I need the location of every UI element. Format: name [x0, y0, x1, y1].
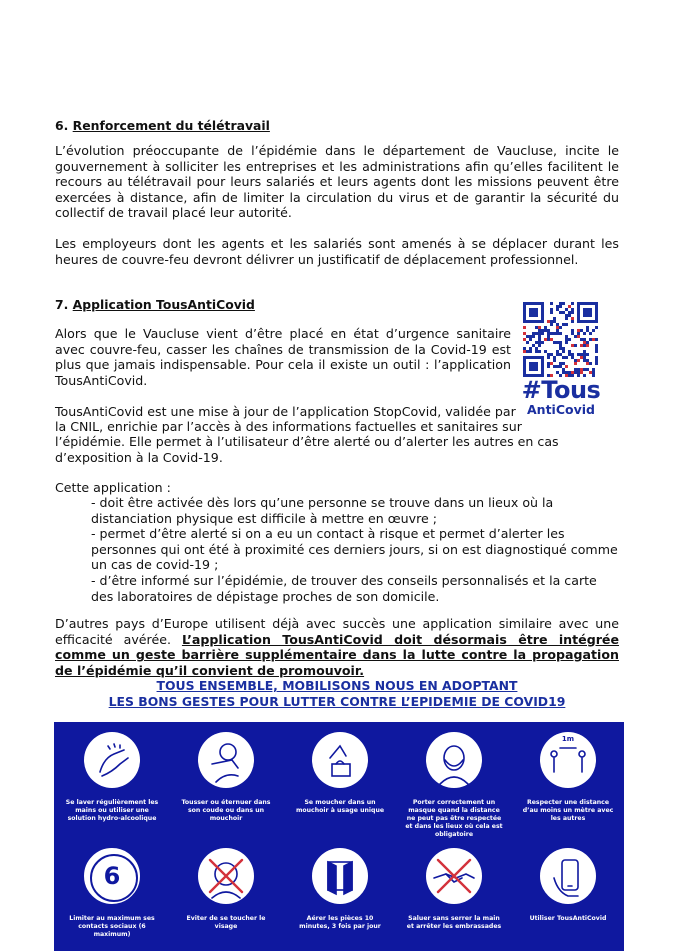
app-bullet-list	[91, 495, 619, 604]
qr-module	[574, 368, 577, 371]
qr-module	[586, 344, 589, 347]
qr-module	[550, 353, 553, 356]
qr-module	[559, 311, 562, 314]
qr-module	[559, 353, 562, 356]
gesture-distance	[513, 732, 623, 823]
gesture-no-handshake	[399, 848, 509, 931]
qr-module	[568, 305, 571, 308]
qr-module	[568, 311, 571, 314]
qr-module	[568, 338, 571, 341]
qr-module	[547, 353, 550, 356]
qr-module	[556, 371, 559, 374]
qr-module	[556, 350, 559, 353]
qr-module	[589, 362, 592, 365]
qr-module	[586, 362, 589, 365]
qr-module	[577, 329, 580, 332]
qr-module	[571, 320, 574, 323]
distance-icon	[540, 732, 596, 788]
gesture-caption: Saluer sans serrer la main et arrêter les embrassades	[406, 915, 502, 930]
app-bullet: - permet d’être alerté si on a eu un contact à risque et permet d’alerter les personnes qui ont été à proximité ces derniers jours, si on est diagnostiqué comme un cas de covid-19 ;	[91, 526, 618, 573]
gesture-hand-wash	[57, 732, 167, 823]
qr-module	[568, 350, 571, 353]
qr-module	[565, 341, 568, 344]
qr-module	[529, 335, 532, 338]
qr-module	[565, 314, 568, 317]
qr-module	[577, 332, 580, 335]
qr-module	[595, 338, 598, 341]
qr-module	[589, 371, 592, 374]
qr-module	[547, 332, 550, 335]
gesture-caption: Respecter une distance d’au moins un mètre avec les autres	[522, 799, 614, 822]
qr-module	[556, 305, 559, 308]
slogan-line-2: LES BONS GESTES POUR LUTTER CONTRE L’EPIDEMIE DE COVID19	[108, 693, 566, 709]
qr-module	[577, 359, 580, 362]
qr-module	[529, 338, 532, 341]
qr-module	[553, 317, 556, 320]
section-6-paragraph-2: Les employeurs dont les agents et les salariés sont amenés à se déplacer durant les heures de couvre-feu devront délivrer un justificatif de déplacement professionnel.	[55, 236, 619, 267]
qr-module	[538, 341, 541, 344]
phone-app-icon	[540, 848, 596, 904]
qr-module	[556, 308, 559, 311]
qr-module	[553, 332, 556, 335]
qr-module	[553, 359, 556, 362]
qr-module	[571, 308, 574, 311]
hand-wash-icon	[84, 732, 140, 788]
qr-module	[592, 368, 595, 371]
qr-module	[535, 347, 538, 350]
qr-module	[526, 335, 529, 338]
qr-module	[526, 341, 529, 344]
qr-module	[589, 338, 592, 341]
contacts-number: 6	[103, 862, 121, 890]
qr-module	[544, 338, 547, 341]
qr-module	[550, 332, 553, 335]
qr-module	[565, 338, 568, 341]
qr-module	[595, 362, 598, 365]
qr-module	[577, 353, 580, 356]
section-7-title: Application TousAntiCovid	[72, 297, 255, 312]
qr-module	[586, 326, 589, 329]
qr-module	[568, 371, 571, 374]
qr-module	[547, 362, 550, 365]
qr-module	[535, 326, 538, 329]
qr-module	[547, 365, 550, 368]
qr-module	[553, 356, 556, 359]
closing-emphasis: L’application TousAntiCovid doit désormais être intégrée comme un geste barrière supplémentaire dans la lutte contre la propagation de l’épidémie qu’il convient de promouvoir.	[55, 631, 620, 678]
qr-module	[547, 338, 550, 341]
qr-module	[586, 353, 589, 356]
qr-module	[571, 356, 574, 359]
qr-module	[574, 362, 577, 365]
qr-module	[592, 371, 595, 374]
qr-module	[544, 326, 547, 329]
qr-module	[562, 368, 565, 371]
section-6-paragraph-1: L’évolution préoccupante de l’épidémie dans le département de Vaucluse, incite le gouvernement à solliciter les entreprises et les administrations afin qu’elles facilitent le recours au télétravail pour leurs salariés et leurs agents dont les missions peuvent être exercées à distance, afin de limiter la circulation du virus et de garantir la sécurité du collectif de travail placé leur autorité.	[55, 143, 619, 221]
barrier-gestures-panel	[54, 722, 624, 951]
qr-module	[562, 371, 565, 374]
gesture-caption: Se laver régulièrement les mains ou utiliser une solution hydro-alcoolique	[65, 799, 159, 822]
qr-module	[562, 350, 565, 353]
gesture-caption: Eviter de se toucher le visage	[186, 915, 266, 930]
section-7-number: 7.	[55, 297, 69, 312]
qr-module	[583, 341, 586, 344]
qr-module	[565, 335, 568, 338]
qr-module	[586, 341, 589, 344]
section-6-heading	[55, 118, 270, 133]
qr-module	[580, 356, 583, 359]
gesture-use-app	[513, 848, 623, 923]
qr-module	[580, 353, 583, 356]
qr-module	[571, 317, 574, 320]
qr-module	[538, 344, 541, 347]
qr-module	[544, 350, 547, 353]
section-7-heading	[55, 297, 255, 312]
qr-module	[550, 320, 553, 323]
qr-module	[583, 344, 586, 347]
qr-module	[538, 329, 541, 332]
qr-module	[532, 332, 535, 335]
qr-module	[526, 350, 529, 353]
qr-module	[571, 329, 574, 332]
section-7-paragraph-2-line-2: la CNIL, enrichie par l’accès à des informations factuelles et sanitaires sur	[55, 419, 522, 434]
section-6-title: Renforcement du télétravail	[72, 118, 270, 133]
qr-module	[562, 362, 565, 365]
qr-module	[595, 356, 598, 359]
app-bullet: - doit être activée dès lors qu’une personne se trouve dans un lieux où la distanciation physique est difficile à mettre en œuvre ;	[91, 495, 554, 526]
qr-module	[562, 347, 565, 350]
qr-module	[565, 308, 568, 311]
qr-module	[556, 326, 559, 329]
qr-module	[595, 359, 598, 362]
qr-module	[556, 353, 559, 356]
qr-module	[592, 338, 595, 341]
qr-module	[532, 344, 535, 347]
qr-module	[565, 371, 568, 374]
qr-module	[550, 338, 553, 341]
qr-module	[559, 344, 562, 347]
logo-line-1: #Tous	[521, 376, 601, 404]
qr-module	[559, 341, 562, 344]
slogan-line-1: TOUS ENSEMBLE, MOBILISONS NOUS EN ADOPTANT	[156, 678, 518, 693]
section-7-paragraph-2-line-1: TousAntiCovid est une mise à jour de l’application StopCovid, validée par	[55, 404, 516, 419]
qr-module	[541, 332, 544, 335]
qr-module	[565, 356, 568, 359]
elbow-cough-icon	[198, 732, 254, 788]
qr-module	[574, 371, 577, 374]
qr-module	[544, 329, 547, 332]
qr-module	[556, 332, 559, 335]
gesture-caption: Aérer les pièces 10 minutes, 3 fois par jour	[299, 915, 381, 930]
gesture-caption: Utiliser TousAntiCovid	[529, 915, 607, 922]
qr-module	[535, 341, 538, 344]
gesture-no-face-touch	[171, 848, 281, 931]
section-7-closing	[55, 616, 619, 678]
no-face-touch-icon	[198, 848, 254, 904]
qr-module	[547, 356, 550, 359]
qr-module	[532, 335, 535, 338]
qr-module	[559, 326, 562, 329]
qr-module	[550, 308, 553, 311]
mask-icon	[426, 732, 482, 788]
gesture-caption: Limiter au maximum ses contacts sociaux (6 maximum)	[69, 915, 155, 938]
qr-module	[565, 365, 568, 368]
qr-module	[538, 326, 541, 329]
qr-module	[538, 350, 541, 353]
qr-module	[571, 344, 574, 347]
qr-module	[556, 329, 559, 332]
qr-module	[586, 359, 589, 362]
qr-module	[559, 347, 562, 350]
section-7-paragraph-2-rest: l’épidémie. Elle permet à l’utilisateur d’être alerté ou d’alerter les autres en cas d’exposition à la Covid-19.	[55, 434, 559, 465]
qr-module	[580, 368, 583, 371]
gesture-caption: Porter correctement un masque quand la distance ne peut pas être respectée et dans les lieux où cela est obligatoire	[405, 799, 503, 838]
qr-module	[553, 365, 556, 368]
qr-module	[550, 362, 553, 365]
qr-module	[523, 338, 526, 341]
qr-module	[562, 356, 565, 359]
qr-module	[559, 332, 562, 335]
qr-module	[580, 344, 583, 347]
qr-module	[538, 332, 541, 335]
qr-module	[580, 329, 583, 332]
qr-module	[559, 362, 562, 365]
qr-module	[568, 314, 571, 317]
six-contacts-icon	[84, 848, 140, 904]
qr-module	[541, 341, 544, 344]
qr-module	[574, 359, 577, 362]
qr-module	[556, 365, 559, 368]
qr-module	[559, 365, 562, 368]
qr-module	[586, 329, 589, 332]
qr-module	[538, 335, 541, 338]
logo-line-2: AntiCovid	[527, 402, 595, 417]
qr-module	[586, 368, 589, 371]
qr-module	[574, 344, 577, 347]
gesture-elbow-cough	[171, 732, 281, 823]
qr-module	[562, 323, 565, 326]
qr-module	[529, 350, 532, 353]
qr-module	[523, 347, 526, 350]
qr-module	[583, 338, 586, 341]
qr-module	[595, 350, 598, 353]
qr-module	[589, 332, 592, 335]
section-7-paragraph-1: Alors que le Vaucluse vient d’être placé en état d’urgence sanitaire avec couvre-feu, casser les chaînes de transmission de la Covid-19 est plus que jamais indispensable. Pour cela il existe un outil : l’application TousAntiCovid.	[55, 326, 511, 388]
app-bullet: - d’être informé sur l’épidémie, de trouver des conseils personnalisés et la carte des laboratoires de dépistage proches de son domicile.	[91, 572, 597, 604]
tissue-icon	[312, 732, 368, 788]
qr-module	[535, 332, 538, 335]
gesture-tissue	[285, 732, 395, 815]
gesture-mask	[399, 732, 509, 839]
qr-module	[541, 329, 544, 332]
qr-module	[565, 323, 568, 326]
gesture-ventilate	[285, 848, 395, 931]
qr-module	[523, 326, 526, 329]
qr-module	[583, 353, 586, 356]
qr-module	[571, 371, 574, 374]
qr-module	[583, 350, 586, 353]
qr-module	[559, 302, 562, 305]
qr-module	[547, 329, 550, 332]
qr-module	[577, 335, 580, 338]
section-6-number: 6.	[55, 118, 69, 133]
gesture-caption: Tousser ou éternuer dans son coude ou dans un mouchoir	[181, 799, 271, 822]
qr-module	[574, 335, 577, 338]
ventilate-room-icon	[312, 848, 368, 904]
qr-module	[550, 323, 553, 326]
qr-module	[571, 302, 574, 305]
qr-module	[553, 320, 556, 323]
qr-module	[559, 305, 562, 308]
closing-plain: D’autres pays d’Europe utilisent déjà avec succès une application similaire avec une efficacité avérée.	[55, 616, 619, 647]
qr-module	[568, 353, 571, 356]
qr-module	[595, 344, 598, 347]
qr-module	[577, 368, 580, 371]
qr-module	[547, 320, 550, 323]
qr-module	[523, 332, 526, 335]
gesture-limit-contacts	[57, 848, 167, 939]
app-intro: Cette application :	[55, 480, 171, 495]
distance-label: 1m	[561, 735, 575, 743]
qr-module	[583, 359, 586, 362]
qr-module	[583, 368, 586, 371]
qr-module	[556, 341, 559, 344]
qr-module	[583, 356, 586, 359]
qr-module	[523, 350, 526, 353]
qr-module	[565, 317, 568, 320]
qr-module	[556, 323, 559, 326]
qr-module	[571, 332, 574, 335]
qr-module	[562, 302, 565, 305]
qr-module	[571, 311, 574, 314]
qr-module	[595, 326, 598, 329]
qr-module	[529, 347, 532, 350]
qr-module	[547, 335, 550, 338]
qr-module	[553, 341, 556, 344]
qr-module	[550, 311, 553, 314]
slogan	[55, 678, 619, 709]
qr-module	[577, 371, 580, 374]
no-handshake-icon	[426, 848, 482, 904]
qr-module	[580, 371, 583, 374]
qr-module	[535, 350, 538, 353]
qr-module	[580, 338, 583, 341]
qr-module	[583, 332, 586, 335]
qr-module	[592, 329, 595, 332]
qr-module	[538, 338, 541, 341]
qr-module	[562, 311, 565, 314]
qr-module	[595, 347, 598, 350]
qr-module	[550, 302, 553, 305]
qr-module	[571, 353, 574, 356]
tousanticovid-logo	[521, 377, 601, 416]
qr-code-icon	[523, 302, 598, 377]
gesture-caption: Se moucher dans un mouchoir à usage unique	[295, 799, 385, 814]
